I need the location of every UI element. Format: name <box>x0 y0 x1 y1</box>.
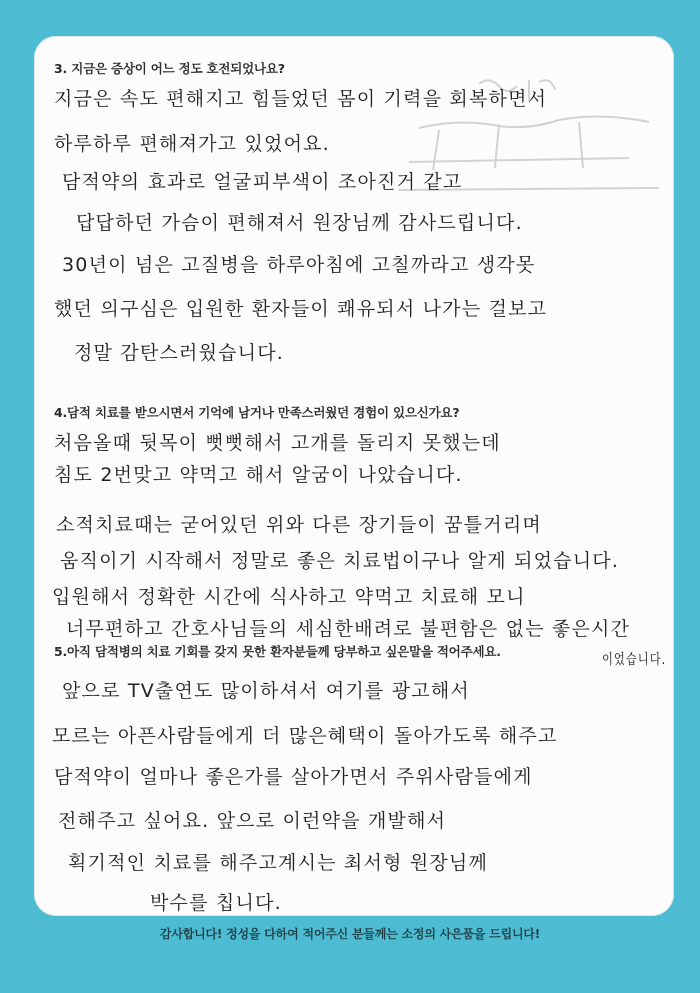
answer-5-line: 전해주고 싶어요. 앞으로 이런약을 개발해서 <box>58 810 447 832</box>
answer-3-line: 30년이 넘은 고질병을 하루아침에 고칠까라고 생각못 <box>62 254 536 276</box>
answer-4-line: 움직이기 시작해서 정말로 좋은 치료법이구나 알게 되었습니다. <box>60 550 620 572</box>
answer-3-line: 담적약의 효과로 얼굴피부색이 조아진거 같고 <box>62 171 463 193</box>
answer-5-line: 획기적인 치료를 해주고계시는 최서형 원장님께 <box>68 852 489 874</box>
answer-4-line: 침도 2번맞고 약먹고 해서 알굼이 나았습니다. <box>54 464 463 486</box>
answer-5-line: 박수를 칩니다. <box>150 892 282 914</box>
footer-notice: 감사합니다! 정성을 다하여 적어주신 분들께는 소정의 사은품을 드립니다! <box>159 927 541 941</box>
answer-3-line: 했던 의구심은 입원한 환자들이 쾌유되서 나가는 걸보고 <box>54 298 548 320</box>
answer-4-line: 소적치료때는 굳어있던 위와 다른 장기들이 꿈틀거리며 <box>56 514 542 536</box>
answer-3-line: 하루하루 편해져가고 있었어요. <box>54 133 330 155</box>
answer-5-line: 담적약이 얼마나 좋은가를 살아가면서 주위사람들에게 <box>54 766 533 788</box>
question-4: 4.담적 치료를 받으시면서 기억에 남거나 만족스러웠던 경험이 있으신가요? <box>54 405 460 420</box>
answer-3-line: 정말 감탄스러웠습니다. <box>74 342 285 364</box>
answer-3-line: 지금은 속도 편해지고 힘들었던 몸이 기력을 회복하면서 <box>54 88 548 110</box>
survey-sheet <box>34 36 674 916</box>
answer-4-line: 너무편하고 간호사님들의 세심한배려로 불편함은 없는 좋은시간 <box>66 618 631 640</box>
answer-4-line: 이었습니다. <box>602 652 667 668</box>
question-3: 3. 지금은 증상이 어느 정도 호전되었나요? <box>54 61 285 76</box>
answer-4-line: 입원해서 정확한 시간에 식사하고 약먹고 치료해 모니 <box>52 586 526 608</box>
answer-5-line: 앞으로 TV출연도 많이하셔서 여기를 광고해서 <box>62 680 470 702</box>
answer-4-line: 처음올때 뒷목이 뻣뻣해서 고개를 돌리지 못했는데 <box>54 432 501 454</box>
answer-5-line: 모르는 아픈사람들에게 더 많은혜택이 돌아가도록 해주고 <box>52 725 558 747</box>
question-5: 5.아직 담적병의 치료 기회를 갖지 못한 환자분들께 당부하고 싶은말을 적어주세요. <box>54 644 501 659</box>
answer-3-line: 답답하던 가슴이 편해져서 원장님께 감사드립니다. <box>76 212 523 234</box>
